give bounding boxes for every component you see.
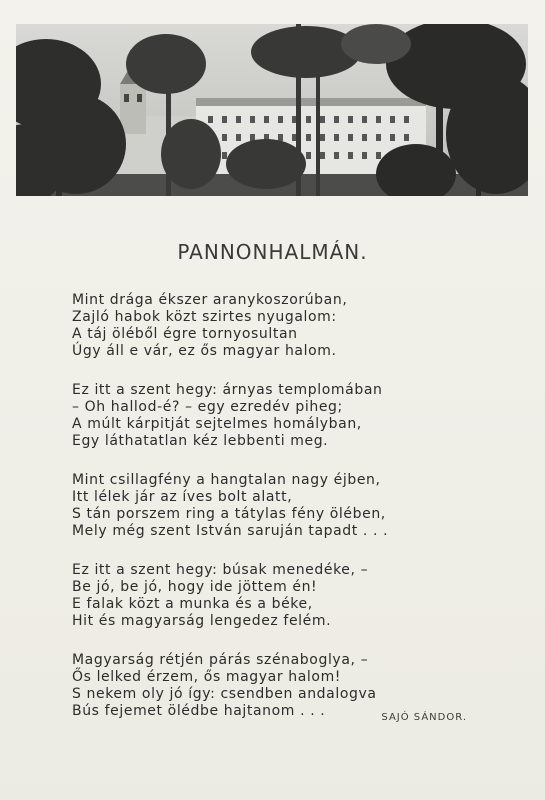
poem-body (72, 292, 492, 742)
stanza (72, 652, 492, 720)
poem-line: Be jó, be jó, hogy ide jöttem én! (72, 579, 318, 595)
poem-line: Zajló habok közt szirtes nyugalom: (72, 309, 337, 325)
abbey-photograph (16, 24, 528, 196)
poem-line: S tán porszem ring a tátylas fény ölében, (72, 506, 386, 522)
poem-line: Ős lelked érzem, ős magyar halom! (72, 669, 342, 685)
poem-line: – Oh hallod-é? – egy ezredév piheg; (72, 399, 343, 415)
author-signature: SAJÓ SÁNDOR. (381, 712, 467, 723)
poem-line: Egy láthatatlan kéz lebbenti meg. (72, 433, 329, 449)
poem-line: A táj öléből égre tornyosultan (72, 326, 298, 342)
stanza (72, 382, 492, 450)
poem-line: Ez itt a szent hegy: árnyas templomában (72, 382, 383, 398)
poem-line: Mint drága ékszer aranykoszorúban, (72, 292, 348, 308)
stanza (72, 472, 492, 540)
poem-line: Ez itt a szent hegy: búsak menedéke, – (72, 562, 369, 578)
poem-line: E falak közt a munka és a béke, (72, 596, 313, 612)
stanza (72, 292, 492, 360)
poem-line: Magyarság rétjén párás szénaboglya, – (72, 652, 369, 668)
poem-line: Hit és magyarság lengedez felém. (72, 613, 332, 629)
poem-line: Bús fejemet ölédbe hajtanom . . . (72, 703, 326, 719)
poem-line: Mint csillagfény a hangtalan nagy éjben, (72, 472, 381, 488)
poem-line: Mely még szent István saruján tapadt . . . (72, 523, 389, 539)
poem-title: PANNONHALMÁN. (177, 240, 368, 264)
poem-line: S nekem oly jó így: csendben andalogva (72, 686, 377, 702)
poem-line: Itt lélek jár az íves bolt alatt, (72, 489, 293, 505)
stanza (72, 562, 492, 630)
poem-line: A múlt kárpitját sejtelmes homályban, (72, 416, 362, 432)
poem-line: Úgy áll e vár, ez ős magyar halom. (72, 343, 337, 359)
